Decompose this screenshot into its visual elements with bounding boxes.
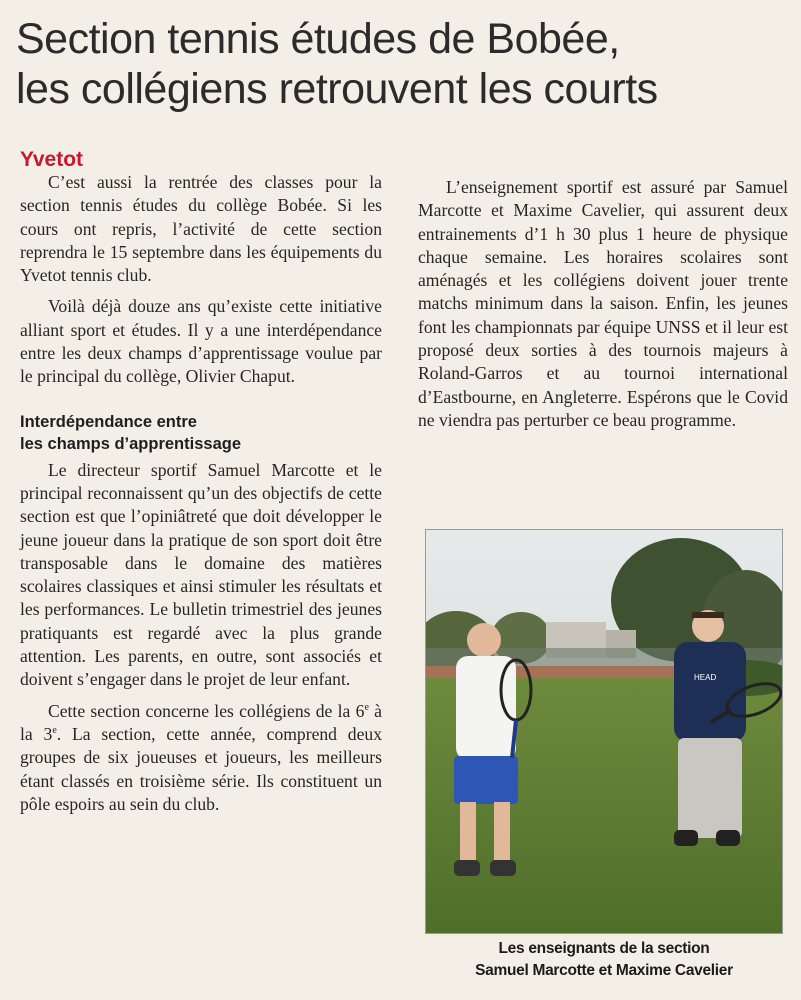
paragraph-objectives: Le directeur sportif Samuel Marcotte et le principal reconnaissent qu’un des objectifs de cette section est que l’opiniâtreté que doit développer le jeune joueur dans la pratique de son sport doit être transposable dans le domaine des matières scolaires classiques et ainsi stimuler les résultats et les performances. Le bulletin trimestriel des jeunes pratiquants est regardé avec la plus grande attention. Les parents, en outre, sont associés et doivent s’engager dans le projet de leur enfant. [20,459,382,690]
shirt-logo-text: HEAD [694,673,717,682]
groups-text-a: Cette section concerne les collégiens de la 6 [48,700,365,721]
paragraph-history: Voilà déjà douze ans qu’existe cette initiative alliant sport et études. Il y a une interdépendance entre les deux champs d’apprentissage voulue par le principal du collège, Olivier Chaput. [20,296,382,387]
tennis-coaches-illustration [426,530,782,933]
left-column [20,147,382,824]
caption-line-1: Les enseignants de la section [498,940,710,957]
groups-text-b: à la 3 [20,700,382,744]
subheading-line-2: les champs d’apprentissage [20,434,242,453]
article-photo [425,529,783,934]
ordinal-sup-2: e [52,725,57,737]
groups-text-c: . La section, cette année, comprend deux groupes de six joueuses et joueurs, les meilleurs étant classés en troisième série. Ils constituent un pôle espoirs au sein du club. [20,723,382,814]
headline-line-1: Section tennis études de Bobée, [16,15,620,63]
caption-line-2: Samuel Marcotte et Maxime Cavelier [475,962,733,979]
ordinal-sup-1: e [364,701,369,713]
headline-line-2: les collégiens retrouvent les courts [16,65,658,113]
subheading [20,411,382,455]
right-column [418,176,788,440]
headline [16,14,786,114]
paragraph-training: L’enseignement sportif est assuré par Samuel Marcotte et Maxime Cavelier, qui assurent deux entrainements d’1 h 30 plus 1 heure de physique chaque semaine. Les horaires scolaires sont aménagés et les collégiens doivent jouer trente matchs minimum dans la saison. Enfin, les jeunes font les championnats par équipe UNSS et il leur est proposé deux sorties à des tournois majeurs à Roland-Garros et au tournoi international d’Eastbourne, en Angleterre. Espérons que le Covid ne viendra pas perturber ce beau programme. [418,177,788,430]
subheading-line-1: Interdépendance entre [20,412,197,431]
location-kicker: Yvetot [20,148,84,171]
photo-caption [424,938,784,982]
paragraph-groups [20,700,382,816]
paragraph-intro: C’est aussi la rentrée des classes pour la section tennis études du collège Bobée. Si les cours ont repris, l’activité de cette section reprendra le 15 septembre dans les équipements du Yvetot tennis club. [20,172,382,286]
